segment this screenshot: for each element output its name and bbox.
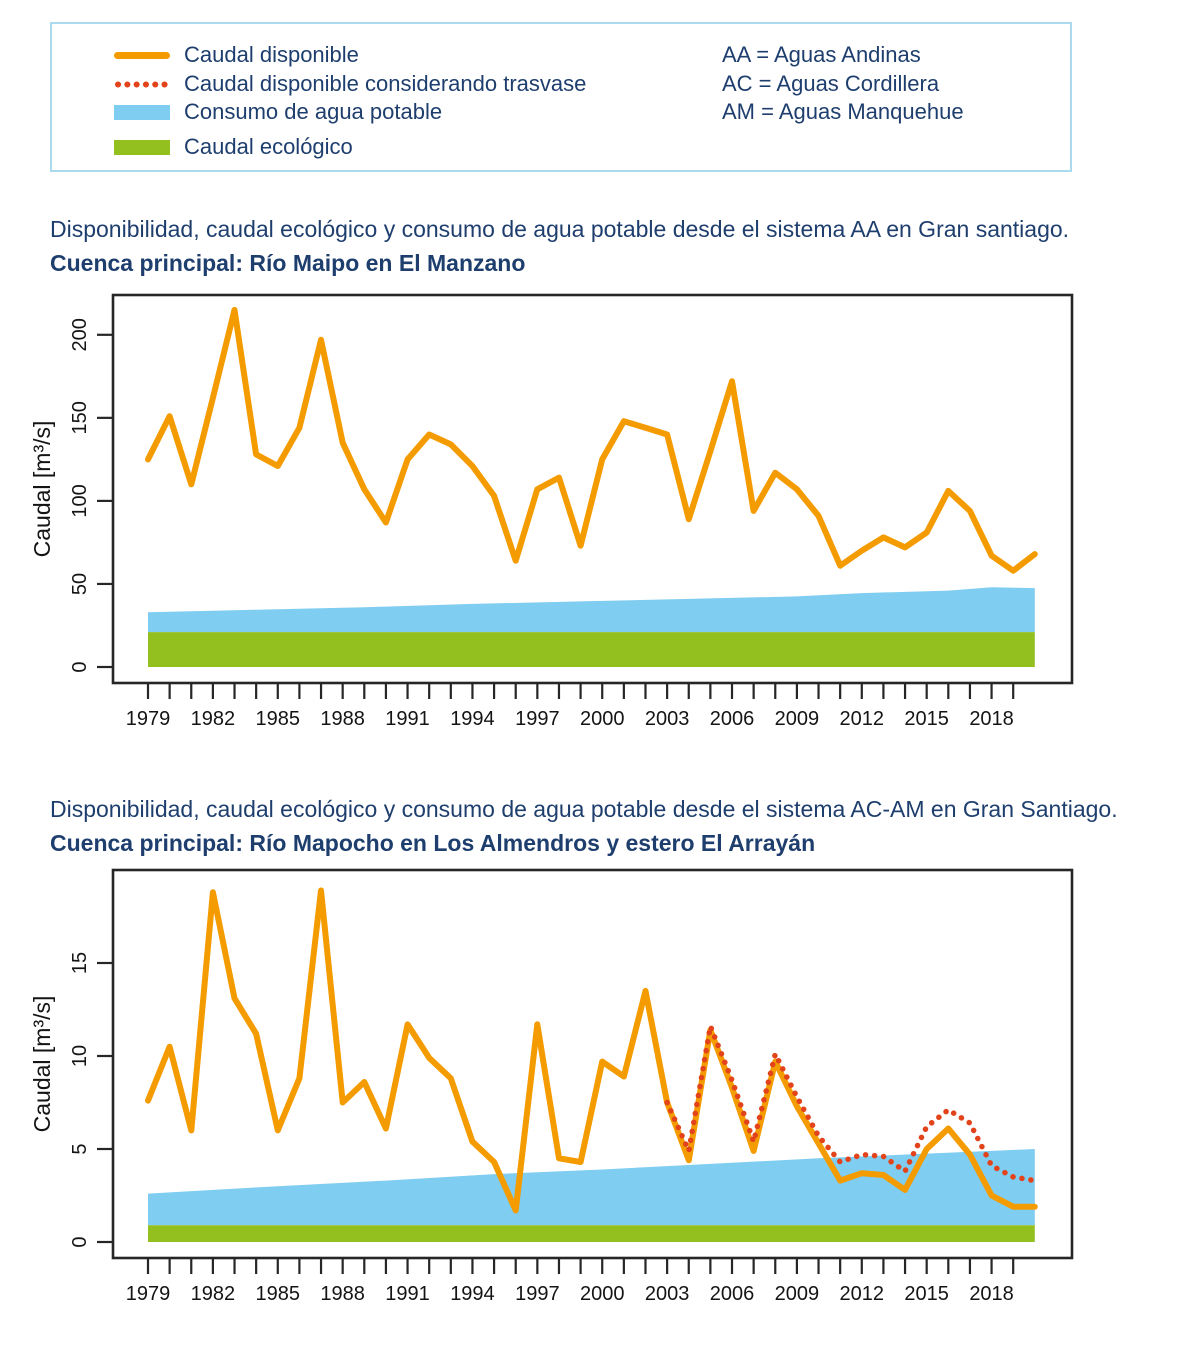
legend-item-caudal-disponible <box>114 42 359 68</box>
legend-abbreviation-ac: AC = Aguas Cordillera <box>722 71 940 96</box>
svg-text:2000: 2000 <box>579 708 625 730</box>
legend-item-caudal-trasvase <box>114 71 586 97</box>
svg-text:1982: 1982 <box>190 708 236 730</box>
legend-item-label: Caudal disponible considerando trasvase <box>184 71 587 96</box>
svg-text:1988: 1988 <box>320 1283 365 1305</box>
svg-text:1997: 1997 <box>515 708 560 730</box>
svg-text:2012: 2012 <box>839 708 885 730</box>
svg-text:1997: 1997 <box>515 1283 560 1305</box>
svg-text:2003: 2003 <box>644 708 690 730</box>
svg-text:0: 0 <box>69 661 91 673</box>
legend-item-ecologico <box>114 134 353 160</box>
blue-fill-swatch-box <box>114 105 176 120</box>
legend <box>50 22 1072 172</box>
svg-text:15: 15 <box>69 951 91 975</box>
svg-text:Caudal [m³/s]: Caudal [m³/s] <box>29 995 55 1133</box>
chart-aa-plot <box>0 280 1200 760</box>
orange-line-swatch <box>114 52 170 59</box>
svg-text:2003: 2003 <box>644 1283 690 1305</box>
svg-text:0: 0 <box>69 1236 91 1248</box>
svg-text:1988: 1988 <box>320 708 365 730</box>
svg-text:1979: 1979 <box>125 1283 171 1305</box>
chart-aa-title-block <box>50 212 1190 280</box>
svg-text:2000: 2000 <box>579 1283 625 1305</box>
chart-aa-subtitle: Cuenca principal: Río Maipo en El Manzano <box>50 250 526 276</box>
legend-item-label: Caudal disponible <box>184 42 359 67</box>
svg-text:Caudal [m³/s]: Caudal [m³/s] <box>29 420 55 558</box>
svg-text:1991: 1991 <box>385 1283 430 1305</box>
legend-abbreviation-aa: AA = Aguas Andinas <box>722 42 921 67</box>
legend-abbreviation-am: AM = Aguas Manquehue <box>722 99 964 124</box>
svg-text:1994: 1994 <box>450 708 495 730</box>
chart-acam-title-block <box>50 792 1190 860</box>
svg-text:1994: 1994 <box>450 1283 495 1305</box>
svg-text:200: 200 <box>69 318 91 352</box>
red-dotted-swatch-box <box>114 80 176 89</box>
chart-acam-plot <box>0 860 1200 1354</box>
legend-item-label: Caudal ecológico <box>184 134 353 159</box>
red-dotted-line-swatch <box>114 80 174 89</box>
svg-text:5: 5 <box>69 1143 91 1155</box>
legend-item-label: Consumo de agua potable <box>184 99 443 124</box>
green-fill-swatch <box>114 140 170 155</box>
svg-text:10: 10 <box>69 1044 91 1068</box>
svg-text:1979: 1979 <box>125 708 171 730</box>
svg-text:1982: 1982 <box>190 1283 236 1305</box>
green-fill-swatch-box <box>114 140 176 155</box>
svg-text:1985: 1985 <box>255 1283 301 1305</box>
svg-text:2018: 2018 <box>969 1283 1014 1305</box>
svg-text:2012: 2012 <box>839 1283 885 1305</box>
orange-line-swatch-box <box>114 52 176 59</box>
svg-text:2015: 2015 <box>904 708 949 730</box>
svg-text:50: 50 <box>69 572 91 596</box>
blue-fill-swatch <box>114 105 170 120</box>
svg-text:2009: 2009 <box>774 708 820 730</box>
svg-text:1991: 1991 <box>385 708 430 730</box>
svg-text:2006: 2006 <box>709 1283 755 1305</box>
svg-text:2006: 2006 <box>709 708 755 730</box>
chart-acam-title: Disponibilidad, caudal ecológico y consumo de agua potable desde el sistema AC-AM en Gran Santiago. <box>50 796 1118 822</box>
svg-text:2018: 2018 <box>969 708 1014 730</box>
legend-item-consumo <box>114 99 442 125</box>
svg-text:150: 150 <box>69 401 91 435</box>
svg-text:100: 100 <box>69 484 91 518</box>
svg-text:2009: 2009 <box>774 1283 820 1305</box>
chart-acam-subtitle: Cuenca principal: Río Mapocho en Los Almendros y estero El Arrayán <box>50 830 816 856</box>
chart-aa-title: Disponibilidad, caudal ecológico y consumo de agua potable desde el sistema AA en Gran santiago. <box>50 216 1070 242</box>
svg-text:1985: 1985 <box>255 708 301 730</box>
svg-text:2015: 2015 <box>904 1283 949 1305</box>
